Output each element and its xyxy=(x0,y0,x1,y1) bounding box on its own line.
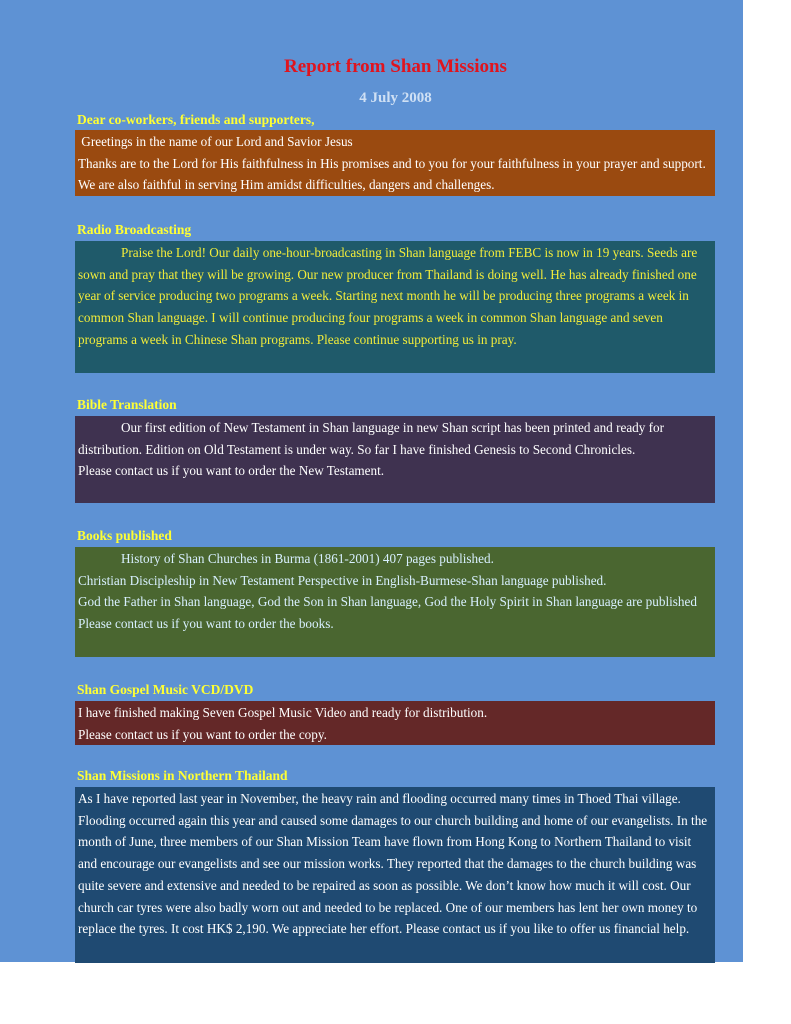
music-paragraph: I have finished making Seven Gospel Music Video and ready for distribution. xyxy=(78,705,488,720)
intro-greeting: Greetings in the name of our Lord and Savior Jesus xyxy=(78,134,353,149)
section-box-radio xyxy=(75,241,715,373)
books-contact: Please contact us if you want to order the books. xyxy=(78,616,334,632)
section-heading-music: Shan Gospel Music VCD/DVD xyxy=(77,682,254,697)
music-contact: Please contact us if you want to order the copy. xyxy=(78,726,327,742)
report-title: Report from Shan Missions xyxy=(284,56,507,77)
bible-paragraph: Our first edition of New Testament in Shan language in new Shan script has been printed and ready for distribution. Edition on Old Testament is under way. So far I have finished Genesis to Second Chronicles. xyxy=(78,420,665,457)
intro-thanks: Thanks are to the Lord for His faithfulness in His promises and to you for your faithfulness in your prayer and support. We are also faithful in serving Him amidst difficulties, dangers and challenges. xyxy=(78,155,706,193)
thailand-paragraph: As I have reported last year in November, the heavy rain and flooding occurred many times in Thoed Thai village. Flooding occurred again this year and caused some damages to our church building and home of our evangelists. In the month of June, three members of our Shan Mission Team have flown from Hong Kong to Northern Thailand to visit and encourage our evangelists and see our mission works. They reported that the damages to the church building was quite severe and extensive and needed to be repaired as soon as possible. We don’t know how much it will cost. Our church car tyres were also badly worn out and needed to be replaced. One of our members has lent her own money to replace the tyres. It cost HK$ 2,190. We appreciate her effort. Please contact us if you like to offer us financial help. xyxy=(78,791,708,937)
section-heading-books: Books published xyxy=(77,528,172,543)
section-heading-thailand: Shan Missions in Northern Thailand xyxy=(77,768,288,783)
section-heading-radio: Radio Broadcasting xyxy=(77,222,192,237)
section-box-books xyxy=(75,547,715,657)
section-heading-bible: Bible Translation xyxy=(77,397,177,412)
bible-contact: Please contact us if you want to order the New Testament. xyxy=(78,463,385,479)
section-box-bible xyxy=(75,416,715,503)
book-item: God the Father in Shan language, God the Son in Shan language, God the Holy Spirit in Shan language are published xyxy=(78,594,697,610)
section-box-thailand xyxy=(75,787,715,963)
salutation: Dear co-workers, friends and supporters, xyxy=(77,112,315,127)
report-date: 4 July 2008 xyxy=(359,90,432,106)
book-item: History of Shan Churches in Burma (1861-2001) 407 pages published. xyxy=(121,551,494,566)
section-box-music xyxy=(75,701,715,745)
book-item: Christian Discipleship in New Testament Perspective in English-Burmese-Shan language published. xyxy=(78,572,607,588)
radio-paragraph: Praise the Lord! Our daily one-hour-broadcasting in Shan language from FEBC is now in 19 years. Seeds are sown and pray that they will be growing. Our new producer from Thailand is doing well. He has already finished one year of service producing two programs a week. Starting next month he will be producing three programs a week in common Shan language. I will continue producing four programs a week in common Shan language and seven programs a week in Chinese Shan programs. Please continue supporting us in pray. xyxy=(78,245,698,347)
intro-box xyxy=(75,130,715,196)
